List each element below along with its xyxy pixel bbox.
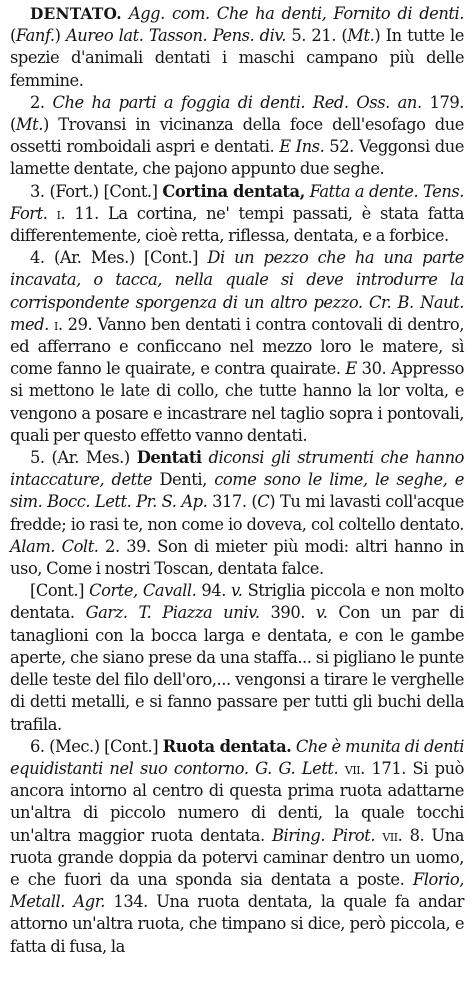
text-run: 6. (Mec.) [Cont.] <box>30 736 163 756</box>
text-run: Con un par di tanaglioni con la bocca larga e dentata, e con le gambe aperte, che siano prese da una staffa... si pigliano le punte delle teste del filo dell'oro,... vengonsi a tirare le verghelle di detti metalli, e si fanno passare per tutti gli buchi della trafila. <box>10 603 464 734</box>
text-run: 2. 39. Son di mieter più modi: altri hanno in uso, Come i nostri Toscan, dentata falce. <box>10 536 464 579</box>
text-run <box>202 448 209 467</box>
text-run: 171. Si può ancora intorno al centro di questa prima ruota adattarne un'altra di piccolo numero di denti, la quale tocchi un'altra maggior ruota dentata. <box>10 758 464 845</box>
text-run: 4. (Ar. Mes.) [Cont.] <box>30 248 208 268</box>
italic-text: Mt. <box>347 26 375 46</box>
sense-5-continuation <box>10 580 464 735</box>
text-run: 52. Veggonsi due lamette dentate, che pajono appunto due seghe. <box>10 137 464 179</box>
italic-text: diconsi gli strumenti che hanno intaccature, dette <box>10 448 464 490</box>
text-run: ( <box>10 26 16 46</box>
small-caps-ref: i. <box>56 203 66 223</box>
small-caps-ref: i. <box>53 314 63 334</box>
text-run: 8. Una ruota grande doppia da potervi caminar dentro un uomo, e che fuori da una sponda sia dentata a poste. <box>10 825 464 889</box>
sense-5-toothed-tools <box>10 447 464 580</box>
text-run: 29. Vanno ben dentati i contra contovali di dentro, ed afferrano e conficcano nel mezzo loro le matere, sì come fanno le quairate, e contra quairate. <box>10 314 464 379</box>
italic-text: Florio, Metall. Agr. <box>10 869 464 912</box>
italic-text: Garz. T. Piazza univ. <box>85 603 260 623</box>
text-run: 134. Una ruota dentata, la quale fa andar attorno un'altra ruota, che timpano si dice, però piccola, e fatta di fusa, la <box>10 892 465 956</box>
text-run <box>47 204 56 223</box>
italic-text: Di un pezzo che ha una parte incavata, o tacca, nella quale si deve introdurre la corrispondente sporgenza di un altro pezzo. Cr. B. Naut. med. <box>10 248 464 334</box>
text-run: 5. (Ar. Mes.) <box>30 448 137 468</box>
bold-term: Dentati <box>136 448 202 468</box>
italic-text: Che è munita di denti equidistanti nel suo contorno. G. G. Lett. <box>10 736 464 778</box>
italic-text: E <box>345 359 357 379</box>
italic-text: E Ins. <box>279 137 325 157</box>
italic-text: come sono le lime, le seghe, e sim. Bocc. Lett. Pr. S. Ap. <box>10 470 464 512</box>
text-run: [Cont.] <box>30 581 90 601</box>
text-run: ) <box>54 26 66 46</box>
italic-text: Corte, Cavall. <box>89 581 197 601</box>
italic-text: v. <box>315 603 328 623</box>
text-run: Striglia piccola e non molto dentata. <box>10 581 464 623</box>
italic-text: Alam. Colt. <box>10 536 99 556</box>
italic-text: Agg. com. Che ha denti, Fornito di denti. <box>128 4 464 23</box>
italic-text: Fatta a dente. Tens. Fort. <box>10 181 464 223</box>
text-run: 179. ( <box>10 92 464 135</box>
italic-text: Aureo lat. Tasson. Pens. div. <box>66 26 286 46</box>
text-run: ) In tutte le spezie d'animali dentati i maschi campano più delle femmine. <box>10 26 464 90</box>
text-run: 2. <box>30 92 53 112</box>
entry-dentato <box>10 3 464 92</box>
italic-text: Mt. <box>15 115 43 135</box>
text-run: 3. (Fort.) [Cont.] <box>30 181 163 201</box>
text-run: 30. Appresso si mettono le late di collo, che tutte hanno la lor volta, e vengono a posare e incastrare nel taglio sopra i pontovali, quali per questo effetto vanno dentati. <box>10 359 464 445</box>
italic-text: Che ha parti a foggia di denti. Red. Oss. an. <box>52 92 422 112</box>
text-run: 317. ( <box>207 492 258 512</box>
small-caps-ref: vii. <box>382 825 403 845</box>
text-run: 390. <box>259 603 316 623</box>
text-run: 5. 21. ( <box>285 26 348 46</box>
italic-text: v. <box>230 581 243 601</box>
sense-2-toothed-parts <box>10 92 464 181</box>
text-run: 11. La cortina, ne' tempi passati, è stata fatta differentemente, cioè retta, riflessa, dentata, e a forbice. <box>10 203 464 246</box>
text-run <box>122 4 129 23</box>
small-caps-ref: vii. <box>344 758 365 778</box>
sense-4-joinery <box>10 247 464 447</box>
sense-3-fortification <box>10 181 464 248</box>
italic-text: Biring. Pirot. <box>272 825 376 845</box>
text-run: 94. <box>196 581 231 601</box>
bold-term: Ruota dentata. <box>162 736 292 756</box>
text-run <box>338 759 345 778</box>
bold-term: Cortina dentata, <box>162 181 305 201</box>
sense-6-toothed-wheel <box>10 736 464 958</box>
italic-text: C <box>257 492 270 512</box>
headword: DENTATO. <box>30 5 122 23</box>
text-run: ) Trovansi in vicinanza della foce dell'esofago due ossetti romboidali aspri e dentati. <box>10 115 464 157</box>
text-run: Denti, <box>152 470 215 490</box>
text-run: ) Tu mi lavasti coll'acque fredde; io rasi te, non come io doveva, col coltello dentato. <box>10 492 464 534</box>
italic-text: Fanf. <box>15 26 55 46</box>
